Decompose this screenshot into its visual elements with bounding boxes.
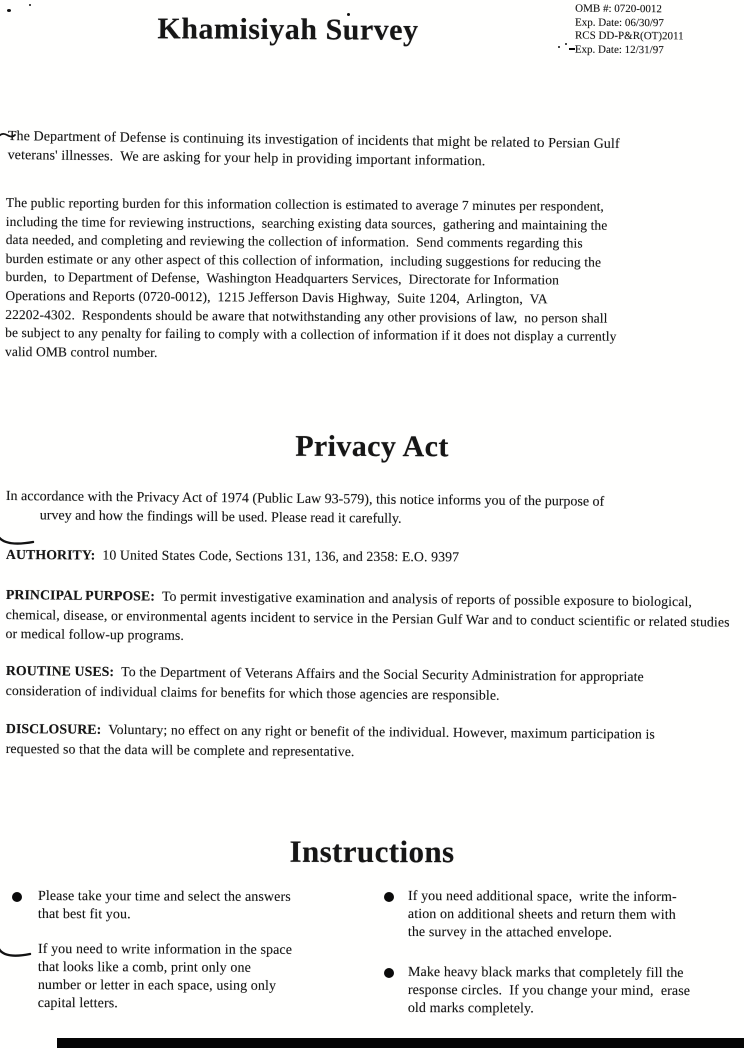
instructions-heading: Instructions: [289, 833, 455, 870]
privacy-intro-line-1: In accordance with the Privacy Act of 1974 (Public Law 93-579), this notice informs you of the purpose of: [5, 488, 605, 510]
burden-paragraph: The public reporting burden for this information collection is estimated to average 7 minutes per respondent, including the time for reviewing instructions, searching existing data sources, gathering and maintaining the data needed, and completing and reviewing the collection of information. Send comments regarding this burden estimate or any other aspect of this collection of information, including suggestions for reducing the burden, to Department of Defense, Washington Headquarters Services, Directorate for Information Operations and Reports (0720-0012), 1215 Jefferson Davis Highway, Suite 1204, Arlington, VA 22202-4302. Respondents should be aware that notwithstanding any other provisions of law, no person shall be subject to any penalty for failing to comply with a collection of information if it does not display a currently valid OMB control number.: [4, 194, 617, 360]
authority-section: [6, 546, 744, 568]
intro-paragraph: The Department of Defense is continuing its investigation of incidents that might be related to Persian Gulf veterans' illnesses. We are asking for your help in providing important information.: [7, 128, 620, 170]
bullet-marker-icon: [384, 892, 394, 902]
disclosure-label: DISCLOSURE:: [5, 720, 102, 737]
scan-speckle: [558, 46, 560, 48]
routine-uses-section: [6, 661, 696, 707]
disclosure-section: [6, 719, 686, 764]
omb-rcs: RCS DD-P&R(OT)2011: [574, 29, 684, 43]
instruction-left-bullet-1: Please take your time and select the answers that best fit you.: [37, 889, 291, 923]
instruction-left-bullet-2: If you need to write information in the space that looks like a comb, print only one number or letter in each space, using only capital letters.: [37, 942, 293, 1012]
scan-speckle: [569, 48, 575, 50]
scan-speckle: [29, 4, 31, 6]
authority-label: AUTHORITY:: [5, 547, 96, 563]
bullet-marker-icon: [384, 968, 394, 978]
omb-block: [575, 3, 684, 58]
omb-exp-date-1: Exp. Date: 06/30/97: [575, 16, 664, 29]
principal-purpose-label: PRINCIPAL PURPOSE:: [5, 586, 156, 604]
instruction-right-bullet-1: If you need additional space, write the inform- ation on additional sheets and return them with the survey in the attached envelope.: [407, 889, 677, 941]
privacy-intro-line-2: urvey and how the findings will be used. Please read it carefully.: [39, 508, 402, 527]
bottom-scan-bar: [57, 1038, 744, 1048]
survey-title: Khamisiyah Survey: [157, 12, 419, 47]
instruction-right-bullet-2: Make heavy black marks that completely fill the response circles. If you change your mind, erase old marks completely.: [407, 965, 691, 1017]
principal-purpose-section: [5, 585, 738, 651]
bullet-marker-icon: [12, 892, 22, 902]
disclosure-text: Voluntary; no effect on any right or benefit of the individual. However, maximum participation is requested so that the data will be complete and representative.: [5, 721, 655, 759]
scan-speckle: [565, 43, 567, 45]
omb-number: OMB #: 0720-0012: [575, 2, 662, 16]
pen-mark-swoosh: [0, 946, 34, 960]
privacy-intro: [6, 487, 742, 532]
principal-purpose-text: To permit investigative examination and analysis of reports of possible exposure to biological, chemical, disease, or environmental agents incident to service in the Persian Gulf War and to conduct scientific or related studies or medical follow-up programs.: [5, 588, 730, 643]
privacy-act-heading: Privacy Act: [295, 429, 449, 464]
omb-exp-date-2: Exp. Date: 12/31/97: [574, 43, 664, 56]
authority-text: 10 United States Code, Sections 131, 136, and 2358: E.O. 9397: [102, 547, 460, 565]
routine-uses-text: To the Department of Veterans Affairs and the Social Security Administration for appropriate consideration of individual claims for benefits for which those agencies are responsible.: [5, 664, 644, 703]
routine-uses-label: ROUTINE USES:: [5, 662, 115, 680]
